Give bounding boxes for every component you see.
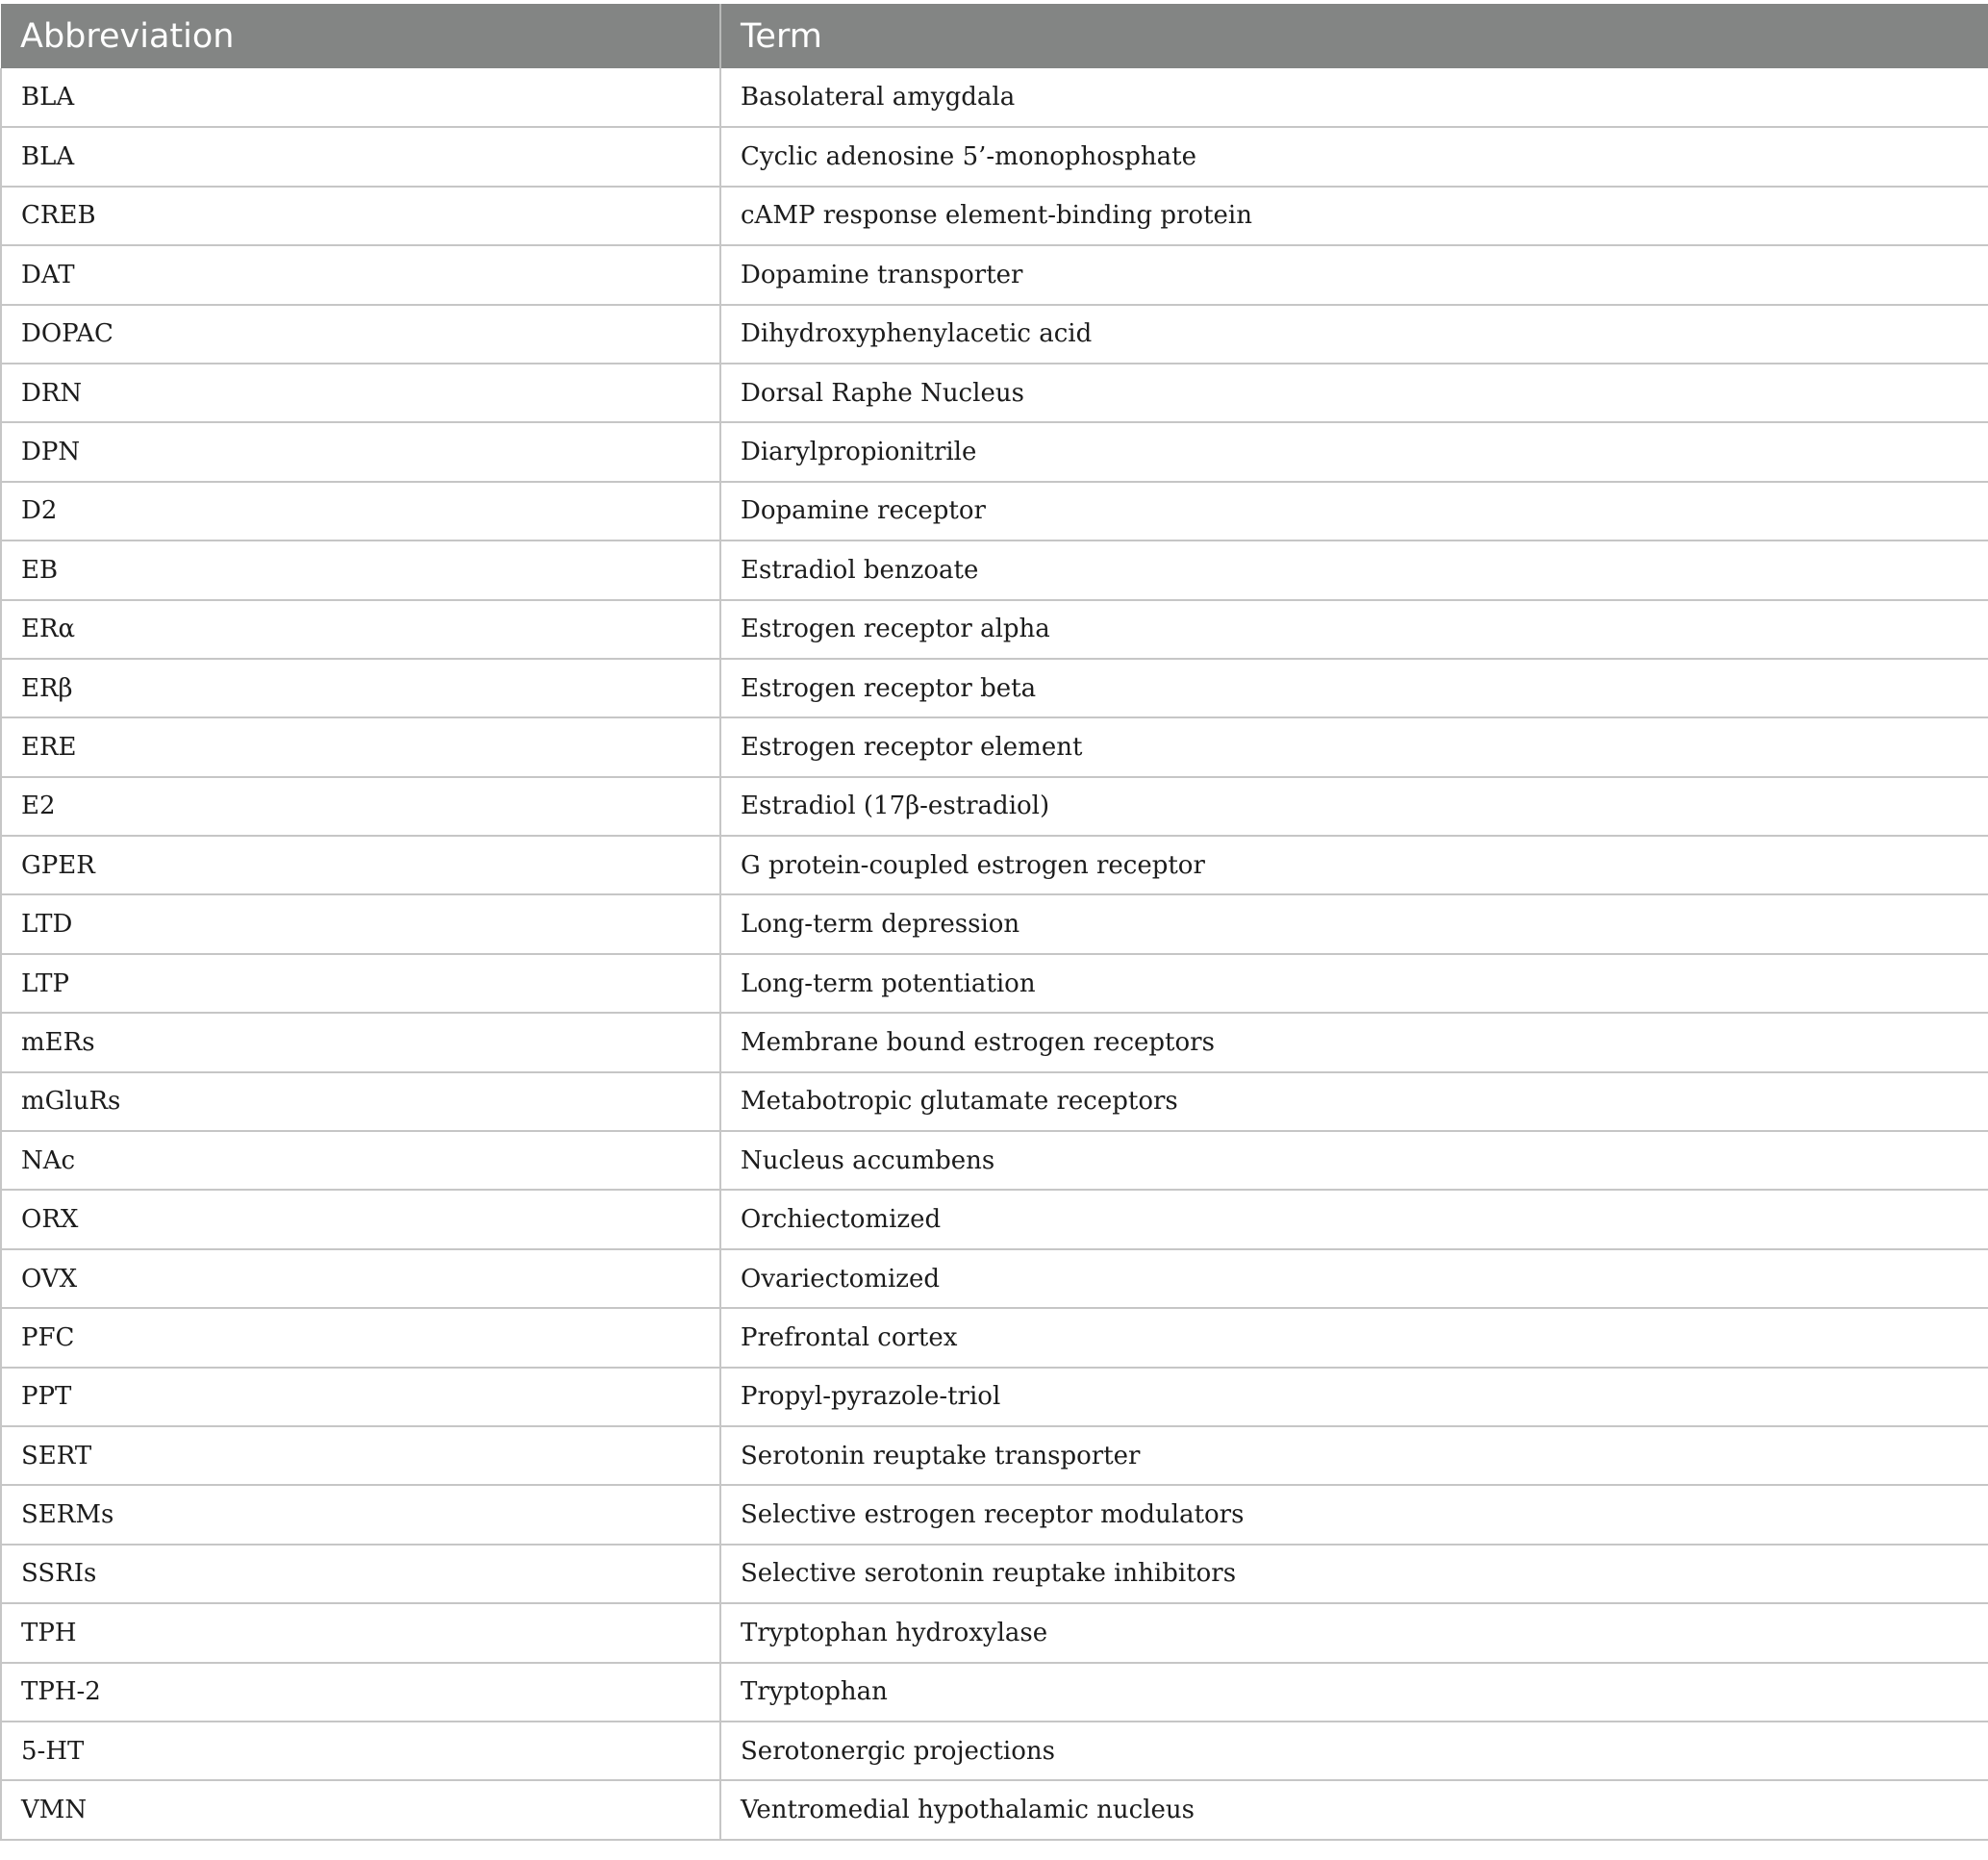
term-cell: Estradiol (17β-estradiol) [720,777,1988,836]
table-row [1,659,1988,717]
abbreviation-cell: DPN [1,422,720,481]
term-cell: Selective estrogen receptor modulators [720,1485,1988,1544]
abbreviation-cell: 5-HT [1,1722,720,1780]
term-cell: Selective serotonin reuptake inhibitors [720,1545,1988,1603]
table-header [1,4,1988,68]
abbreviation-cell: CREB [1,187,720,245]
abbreviation-cell: PPT [1,1368,720,1426]
abbreviation-cell: mGluRs [1,1072,720,1131]
abbreviations-table-container [0,4,1988,1841]
abbreviation-cell: DOPAC [1,305,720,364]
table-row [1,1603,1988,1662]
table-row [1,600,1988,659]
table-row [1,127,1988,186]
term-cell: Basolateral amygdala [720,68,1988,127]
table-row [1,954,1988,1013]
term-cell: Long-term potentiation [720,954,1988,1013]
table-row [1,1249,1988,1308]
abbreviation-cell: ORX [1,1190,720,1248]
term-cell: Estrogen receptor alpha [720,600,1988,659]
term-cell: cAMP response element-binding protein [720,187,1988,245]
abbreviation-cell: PFC [1,1308,720,1367]
term-cell: Ventromedial hypothalamic nucleus [720,1780,1988,1839]
table-row [1,245,1988,304]
table-row [1,836,1988,894]
table-row [1,1663,1988,1722]
abbreviation-cell: VMN [1,1780,720,1839]
table-row [1,894,1988,953]
table-row [1,482,1988,540]
table-body [1,68,1988,1840]
abbreviation-cell: SERMs [1,1485,720,1544]
table-row [1,777,1988,836]
abbreviation-cell: GPER [1,836,720,894]
term-cell: Long-term depression [720,894,1988,953]
abbreviation-cell: E2 [1,777,720,836]
term-cell: Dihydroxyphenylacetic acid [720,305,1988,364]
term-cell: Cyclic adenosine 5’-monophosphate [720,127,1988,186]
term-cell: Tryptophan hydroxylase [720,1603,1988,1662]
term-cell: Dorsal Raphe Nucleus [720,364,1988,422]
term-cell: Estrogen receptor beta [720,659,1988,717]
abbreviation-cell: LTP [1,954,720,1013]
table-row [1,1190,1988,1248]
table-row [1,1072,1988,1131]
table-row [1,1368,1988,1426]
table-row [1,1013,1988,1071]
abbreviation-cell: mERs [1,1013,720,1071]
abbreviation-cell: DRN [1,364,720,422]
term-cell: Dopamine transporter [720,245,1988,304]
term-cell: Metabotropic glutamate receptors [720,1072,1988,1131]
term-cell: Diarylpropionitrile [720,422,1988,481]
abbreviation-cell: SSRIs [1,1545,720,1603]
header-row [1,4,1988,68]
term-cell: Serotonergic projections [720,1722,1988,1780]
abbreviation-cell: NAc [1,1131,720,1190]
abbreviation-cell: BLA [1,68,720,127]
abbreviation-cell: BLA [1,127,720,186]
term-cell: Ovariectomized [720,1249,1988,1308]
table-row [1,1722,1988,1780]
abbreviation-cell: TPH-2 [1,1663,720,1722]
term-cell: Orchiectomized [720,1190,1988,1248]
term-cell: Estrogen receptor element [720,717,1988,776]
abbreviation-cell: SERT [1,1426,720,1485]
term-cell: Propyl-pyrazole-triol [720,1368,1988,1426]
abbreviation-cell: TPH [1,1603,720,1662]
table-row [1,422,1988,481]
table-row [1,1308,1988,1367]
table-row [1,1426,1988,1485]
abbreviations-table [0,4,1988,1841]
table-row [1,187,1988,245]
abbreviation-cell: EB [1,540,720,599]
term-cell: Tryptophan [720,1663,1988,1722]
header-term: Term [720,4,1988,68]
abbreviation-cell: D2 [1,482,720,540]
abbreviation-cell: OVX [1,1249,720,1308]
table-row [1,540,1988,599]
abbreviation-cell: ERα [1,600,720,659]
term-cell: Serotonin reuptake transporter [720,1426,1988,1485]
term-cell: G protein-coupled estrogen receptor [720,836,1988,894]
table-row [1,1485,1988,1544]
table-row [1,1131,1988,1190]
table-row [1,1780,1988,1839]
table-row [1,68,1988,127]
abbreviation-cell: LTD [1,894,720,953]
term-cell: Dopamine receptor [720,482,1988,540]
term-cell: Prefrontal cortex [720,1308,1988,1367]
term-cell: Nucleus accumbens [720,1131,1988,1190]
table-row [1,305,1988,364]
header-abbreviation: Abbreviation [1,4,720,68]
table-row [1,364,1988,422]
term-cell: Estradiol benzoate [720,540,1988,599]
table-row [1,717,1988,776]
abbreviation-cell: DAT [1,245,720,304]
abbreviation-cell: ERβ [1,659,720,717]
term-cell: Membrane bound estrogen receptors [720,1013,1988,1071]
table-row [1,1545,1988,1603]
abbreviation-cell: ERE [1,717,720,776]
